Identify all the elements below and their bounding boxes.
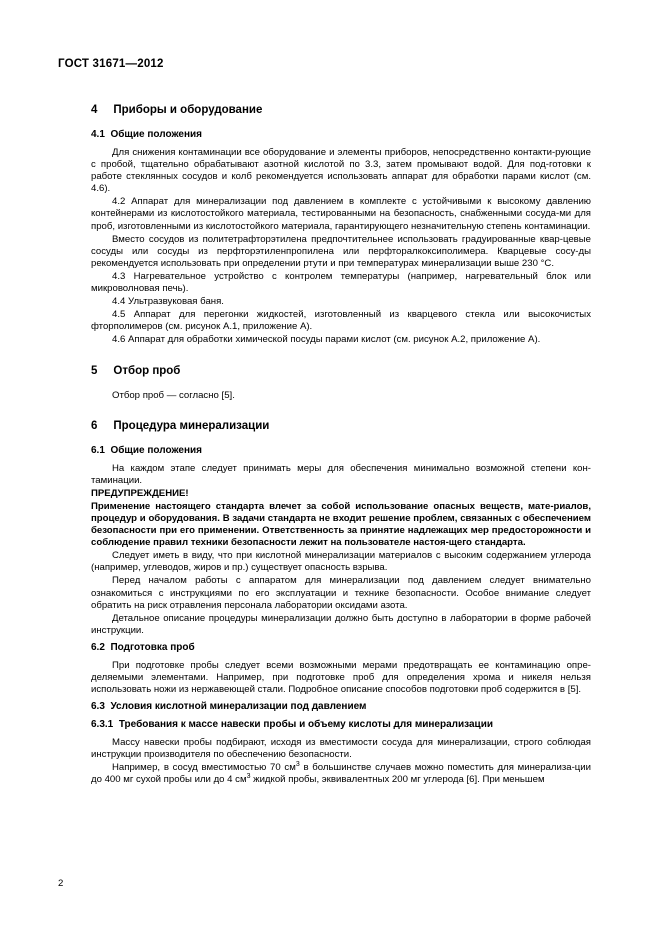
subsection-heading-4-1 [91, 129, 591, 140]
section-heading-6 [91, 420, 591, 432]
subsection-heading-6-3 [91, 701, 591, 712]
paragraph-4-2-note: Вместо сосудов из политетрафторэтилена предпочтительнее использовать градуированные квар-цевые сосуды или сосуды из перфторэтиленпропилена или перфторалкоксиполимера. Кварцевые сосу-ды рекомендуется использовать при определении ртути и при температурах минерализации выше 230 °С. [91, 233, 591, 269]
warning-label: ПРЕДУПРЕЖДЕНИЕ! [91, 487, 189, 499]
page-header: ГОСТ 31671—2012 [58, 58, 164, 70]
section-heading-4 [91, 104, 591, 116]
subsection-title-4-1: Общие положения [110, 129, 202, 140]
subsection-number-6-3-1: 6.3.1 [91, 719, 114, 731]
subsection-number-6-3: 6.3 [91, 701, 105, 713]
warning-body: Применение настоящего стандарта влечет за собой использование опасных веществ, мате-риалов, процедур и оборудования. В задачи стандарта не входит решение проблем, связанных с обеспечением безопасности при его применении. Ответственность за принятие надлежащих мер предосторожности и соблюдение правил техники безопасности лежит на пользователе настоя-щего стандарта. [91, 500, 591, 549]
subsection-heading-6-3-1 [91, 719, 591, 730]
section-title-6: Процедура минерализации [113, 419, 270, 432]
paragraph-6-1-body: На каждом этапе следует принимать меры для обеспечения минимально возможной степени кон-таминации. [91, 462, 591, 486]
subsection-title-6-1: Общие положения [110, 444, 202, 456]
paragraph-5-body: Отбор проб — согласно [5]. [112, 389, 235, 401]
subsection-number-6-2: 6.2 [91, 641, 105, 653]
page-content [58, 104, 603, 787]
paragraph-safety-instructions: Перед началом работы с аппаратом для минерализации под давлением следует внимательно ознакомиться с инструкциями по его эксплуатации и технике безопасности. Особое внимание следует обратить на риск отравления персонала лаборатории оксидами азота. [91, 575, 591, 611]
paragraph-4-4: 4.4 Ультразвуковая баня. [112, 296, 224, 308]
subsection-title-6-3-1: Требования к массе навески пробы и объему кислоты для минерализации [118, 719, 493, 731]
subsection-heading-6-2 [91, 642, 591, 653]
section-number-5: 5 [91, 364, 98, 377]
paragraph-4-3: 4.3 Нагревательное устройство с контролем температуры (например, нагревательный блок или микроволновая печь). [91, 270, 591, 295]
paragraph-4-5: 4.5 Аппарат для перегонки жидкостей, изготовленный из кварцевого стекла или высокочистых фторполимеров (см. рисунок А.1, приложение А). [91, 309, 591, 333]
section-number-4: 4 [91, 104, 98, 116]
paragraph-working-instruction: Детальное описание процедуры минерализации должно быть доступно в лаборатории в форме рабочей инструкции. [91, 612, 591, 636]
subsection-title-6-2: Подготовка проб [110, 641, 195, 653]
subsection-title-6-3: Условия кислотной минерализации под давлением [110, 701, 367, 713]
paragraph-4-6: 4.6 Аппарат для обработки химической посуды парами кислот (см. рисунок А.2, приложение А). [112, 334, 541, 346]
section-title-5: Отбор проб [113, 364, 181, 377]
section-heading-5 [91, 365, 591, 377]
section-title-4: Приборы и оборудование [113, 104, 263, 116]
subsection-heading-6-1 [91, 445, 591, 456]
subsection-number-6-1: 6.1 [91, 444, 105, 456]
paragraph-explosion-risk: Следует иметь в виду, что при кислотной минерализации материалов с высоким содержанием углерода (например, углеводов, жиров и пр.) существует опасность взрыва. [91, 550, 591, 574]
paragraph-6-2-body: При подготовке пробы следует всеми возможными мерами предотвращать ее контаминацию опре-деляемыми элементами. Например, при подготовке проб для определения хрома и никеля нельзя использовать ножи из нержавеющей стали. Подробное описание способов подготовки проб содержится в [5]. [91, 659, 591, 696]
page-number: 2 [58, 878, 64, 889]
section-number-6: 6 [91, 419, 98, 432]
paragraph-example-volumes: Например, в сосуд вместимостью 70 $см^3$ в большинстве случаев можно поместить для минерализа-ции до 400 мг сухой пробы или до 4 $см^3$ жидкой пробы, эквивалентных 200 мг углерода [6]. При меньшем [91, 761, 592, 786]
subsection-number-4-1: 4.1 [91, 129, 105, 140]
paragraph-4-2: 4.2 Аппарат для минерализации под давлением в комплекте с устойчивыми к высокому давлению контейнерами из кислотостойкого материала, тестированными на безопасность, снабженными сосуда-ми для проб, изготовленными из кислотостойкого материала, гарантирующего незначительную степень контаминации. [91, 196, 591, 232]
paragraph-6-3-1-body: Массу навески пробы подбирают, исходя из вместимости сосуда для минерализации, строго соблюдая инструкции производителя по обеспечению безопасности. [91, 737, 591, 761]
paragraph-4-1-body: Для снижения контаминации все оборудование и элементы приборов, непосредственно контакти-рующие с пробой, тщательно обрабатывают азотной кислотой по 3.3, затем промывают водой. Для под-готовки к работе стеклянных сосудов и колб рекомендуется использовать аппарат для обработки парами кислот (см. 4.6). [91, 147, 591, 195]
